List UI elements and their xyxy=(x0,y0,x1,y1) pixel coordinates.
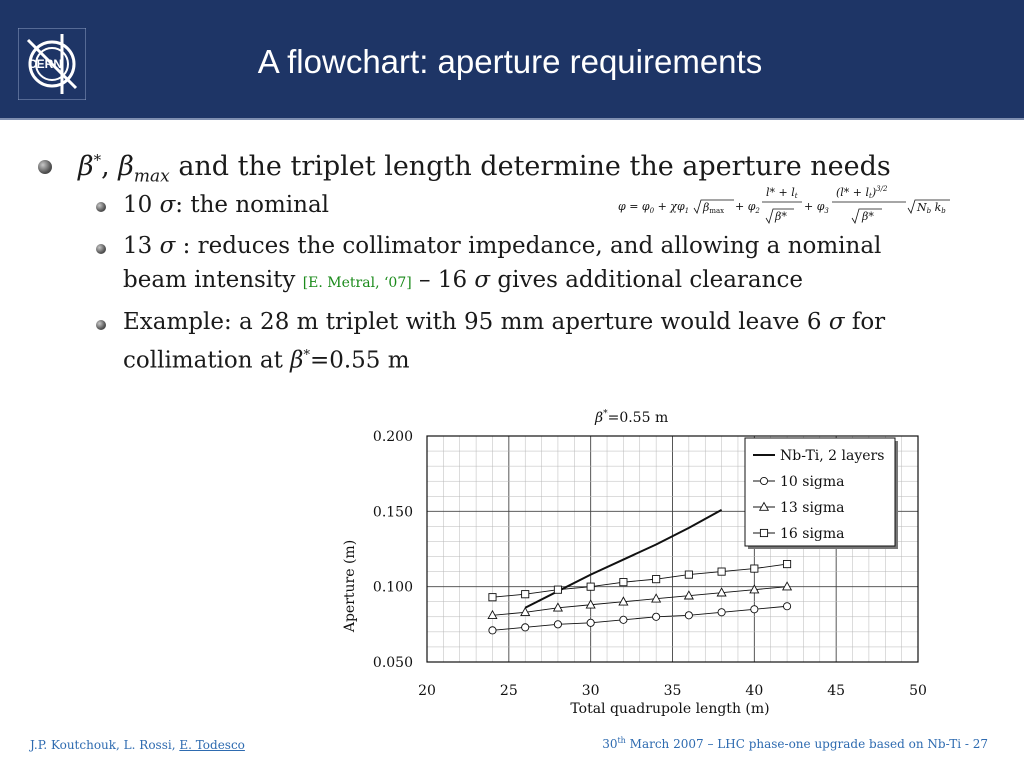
y-axis-label: Aperture (m) xyxy=(342,539,358,633)
slide-title: A flowchart: aperture requirements xyxy=(257,43,763,80)
data-point xyxy=(783,560,790,567)
data-point xyxy=(587,619,594,626)
data-point xyxy=(620,579,627,586)
logo-text: CERN xyxy=(28,57,63,71)
y-tick-label: 0.050 xyxy=(372,655,413,671)
y-tick-label: 0.150 xyxy=(372,504,413,521)
svg-text:l* + lt: l* + lt xyxy=(766,186,798,200)
data-point xyxy=(522,591,529,598)
data-point xyxy=(685,571,692,578)
data-point xyxy=(783,603,790,610)
bullet-icon xyxy=(38,160,52,174)
x-tick-label: 40 xyxy=(745,683,764,699)
legend-label: 13 sigma xyxy=(780,500,845,516)
aperture-formula xyxy=(616,182,952,228)
svg-text:βmax: βmax xyxy=(703,201,725,215)
y-tick-label: 0.200 xyxy=(372,429,413,445)
data-point xyxy=(587,583,594,590)
x-axis-label: Total quadrupole length (m) xyxy=(570,701,770,717)
bullet-line-1: β*, $\beta_{max}$ and the triplet length determine the aperture needs xyxy=(78,151,891,187)
x-tick-label: 20 xyxy=(418,683,436,699)
data-point xyxy=(718,609,725,616)
cern-logo xyxy=(18,28,86,100)
data-point xyxy=(554,621,561,628)
sub-bullet-3: Example: a 28 m triplet with 95 mm aperture would leave 6 σ for collimation at β*=0.55 m xyxy=(123,309,886,374)
data-point xyxy=(718,568,725,575)
y-tick-label: 0.100 xyxy=(372,579,413,596)
legend-marker xyxy=(760,529,767,536)
data-point xyxy=(489,627,496,634)
data-point xyxy=(751,565,758,572)
data-point xyxy=(620,616,627,623)
sub-bullet-2: 13 σ : reduces the collimator impedance, and allowing a nominal beam intensity [E. Metral, ‘07] – 16 σ gives additional clearance xyxy=(123,233,882,293)
sub-bullet-1: 10 σ: the nominal xyxy=(123,192,330,218)
sub-bullet-icon xyxy=(96,320,106,330)
footer-authors: J.P. Koutchouk, L. Rossi, E. Todesco xyxy=(30,738,245,752)
data-point xyxy=(522,624,529,631)
svg-text:(l* + lt)3/2: (l* + lt)$^{3/2}$ xyxy=(836,185,888,200)
header-divider xyxy=(0,118,1024,120)
legend-marker xyxy=(760,477,767,484)
svg-text:β*: β* xyxy=(862,210,874,223)
citation: [E. Metral, ‘07] xyxy=(302,275,412,291)
x-tick-label: 25 xyxy=(499,683,518,699)
x-tick-label: 45 xyxy=(827,683,846,699)
sub-bullet-icon xyxy=(96,202,106,212)
svg-text:+ φ3: + $\varphi_3$ xyxy=(804,200,829,215)
x-tick-label: 30 xyxy=(581,683,600,699)
legend-label: 16 sigma xyxy=(780,526,845,542)
data-point xyxy=(489,594,496,601)
data-point xyxy=(653,576,660,583)
data-point xyxy=(653,613,660,620)
chart-legend xyxy=(745,438,898,549)
legend-label: Nb-Ti, 2 layers xyxy=(780,448,885,464)
svg-text:Nb kb: Nb kb xyxy=(917,201,946,215)
data-point xyxy=(751,606,758,613)
footer-info: 30th March 2007 – LHC phase-one upgrade based on Nb-Ti - 27 xyxy=(602,736,988,751)
svg-text:φ = φ0 + χφ1: $\varphi = \varphi_0 + \chi\varphi_1$ xyxy=(618,200,690,215)
aperture-chart xyxy=(330,400,950,730)
x-tick-label: 50 xyxy=(909,683,927,699)
author-link[interactable]: E. Todesco xyxy=(179,738,245,752)
legend-label: 10 sigma xyxy=(780,474,845,490)
x-tick-label: 35 xyxy=(663,683,682,699)
sub-bullet-icon xyxy=(96,244,106,254)
svg-text:β*: β* xyxy=(775,210,787,223)
data-point xyxy=(783,582,792,590)
svg-text:+ φ2: + $\varphi_2$ xyxy=(735,200,760,215)
chart-title: β*=0.55 m xyxy=(595,409,669,426)
data-point xyxy=(554,586,561,593)
data-point xyxy=(685,612,692,619)
